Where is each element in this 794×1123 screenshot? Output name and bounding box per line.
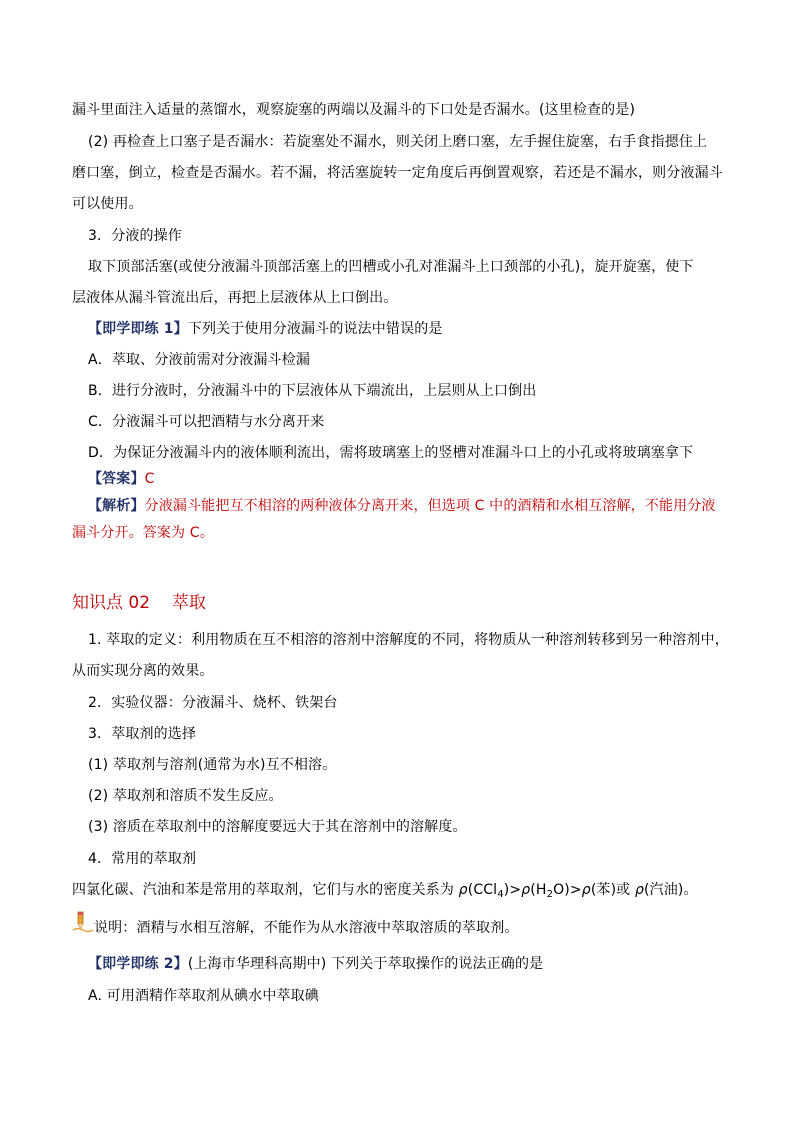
rho-symbol: ρ xyxy=(634,882,644,898)
paragraph-line: (2) 再检查上口塞子是否漏水：若旋塞处不漏水，则关闭上磨口塞，左手握住旋塞，右手食指摁住上 xyxy=(88,134,708,150)
density-relation-line xyxy=(72,880,698,902)
option-c: C．分液漏斗可以把酒精与水分离开来 xyxy=(88,414,325,430)
paragraph-line: 磨口塞，倒立，检查是否漏水。若不漏，将活塞旋转一定角度后再倒置观察，若还是不漏水，则分液漏斗 xyxy=(72,165,723,181)
option-a: A．萃取、分液前需对分液漏斗检漏 xyxy=(88,352,310,368)
paragraph-line: 取下顶部活塞(或使分液漏斗顶部活塞上的凹槽或小孔对准漏斗上口颈部的小孔)，旋开旋塞，使下 xyxy=(88,259,694,275)
sub-item: (2) 萃取剂和溶质不发生反应。 xyxy=(88,788,283,804)
subscript: 2 xyxy=(546,889,554,900)
formula-ccl: (CCl xyxy=(467,882,498,898)
formula-text: (汽油)。 xyxy=(643,882,698,898)
analysis-line xyxy=(88,496,716,516)
item-extractant-selection: 3．萃取剂的选择 xyxy=(88,726,197,742)
item-instruments: 2．实验仪器：分液漏斗、烧杯、铁架台 xyxy=(88,695,338,711)
subscript: 4 xyxy=(497,889,504,900)
definition-line: 从而实现分离的效果。 xyxy=(72,663,214,679)
density-text: 四氯化碳、汽油和苯是常用的萃取剂，它们与水的密度关系为 xyxy=(72,882,459,898)
option-a: A. 可用酒精作萃取剂从碘水中萃取碘 xyxy=(88,988,319,1004)
question-text: 下列关于使用分液漏斗的说法中错误的是 xyxy=(187,321,443,337)
answer-line xyxy=(88,469,155,489)
knowledge-point-heading xyxy=(72,592,206,614)
definition-line: 1. 萃取的定义：利用物质在互不相溶的溶剂中溶解度的不同，将物质从一种溶剂转移到另一种溶剂中， xyxy=(88,632,729,648)
knowledge-point-title: 萃取 xyxy=(172,593,207,613)
note-line: 说明：酒精与水相互溶解，不能作为从水溶液中萃取溶质的萃取剂。 xyxy=(94,920,519,936)
formula-text: )> xyxy=(503,882,522,898)
knowledge-point-number: 知识点 02 xyxy=(72,593,151,613)
paragraph-line: 可以使用。 xyxy=(72,196,143,212)
analysis-text: 分液漏斗能把互不相溶的两种液体分离开来，但选项 C 中的酒精和水相互溶解，不能用分液 xyxy=(144,498,716,514)
exercise-label: 【即学即练 1】 xyxy=(88,321,188,337)
rho-symbol: ρ xyxy=(581,882,591,898)
exercise-label: 【即学即练 2】 xyxy=(88,956,188,972)
sub-item: (1) 萃取剂与溶剂(通常为水)互不相溶。 xyxy=(88,757,337,773)
formula-h: (H xyxy=(530,882,547,898)
option-b: B．进行分液时，分液漏斗中的下层液体从下端流出，上层则从上口倒出 xyxy=(88,383,537,399)
formula-text: (苯)或 xyxy=(590,882,635,898)
analysis-line: 漏斗分开。答案为 C。 xyxy=(72,525,214,541)
item-common-extractants: 4．常用的萃取剂 xyxy=(88,851,197,867)
paragraph-line: 漏斗里面注入适量的蒸馏水，观察旋塞的两端以及漏斗的下口处是否漏水。(这里检查的是) xyxy=(72,102,636,118)
formula-text: O)> xyxy=(553,882,582,898)
answer-value: C xyxy=(144,471,155,487)
rho-symbol: ρ xyxy=(458,882,468,898)
analysis-label: 【解析】 xyxy=(88,498,145,514)
exercise-1-question xyxy=(88,319,443,339)
exercise-2-question xyxy=(88,954,543,974)
pencil-note-icon xyxy=(72,910,94,934)
question-text: (上海市华理科高期中) 下列关于萃取操作的说法正确的是 xyxy=(187,956,544,972)
sub-item: (3) 溶质在萃取剂中的溶解度要远大于其在溶剂中的溶解度。 xyxy=(88,819,467,835)
option-d: D．为保证分液漏斗内的液体顺利流出，需将玻璃塞上的竖槽对准漏斗口上的小孔或将玻璃塞拿下 xyxy=(88,445,694,461)
answer-label: 【答案】 xyxy=(88,471,145,487)
rho-symbol: ρ xyxy=(521,882,531,898)
paragraph-line: 层液体从漏斗管流出后，再把上层液体从上口倒出。 xyxy=(72,290,398,306)
subheading-separation-operation: 3．分液的操作 xyxy=(88,228,182,244)
